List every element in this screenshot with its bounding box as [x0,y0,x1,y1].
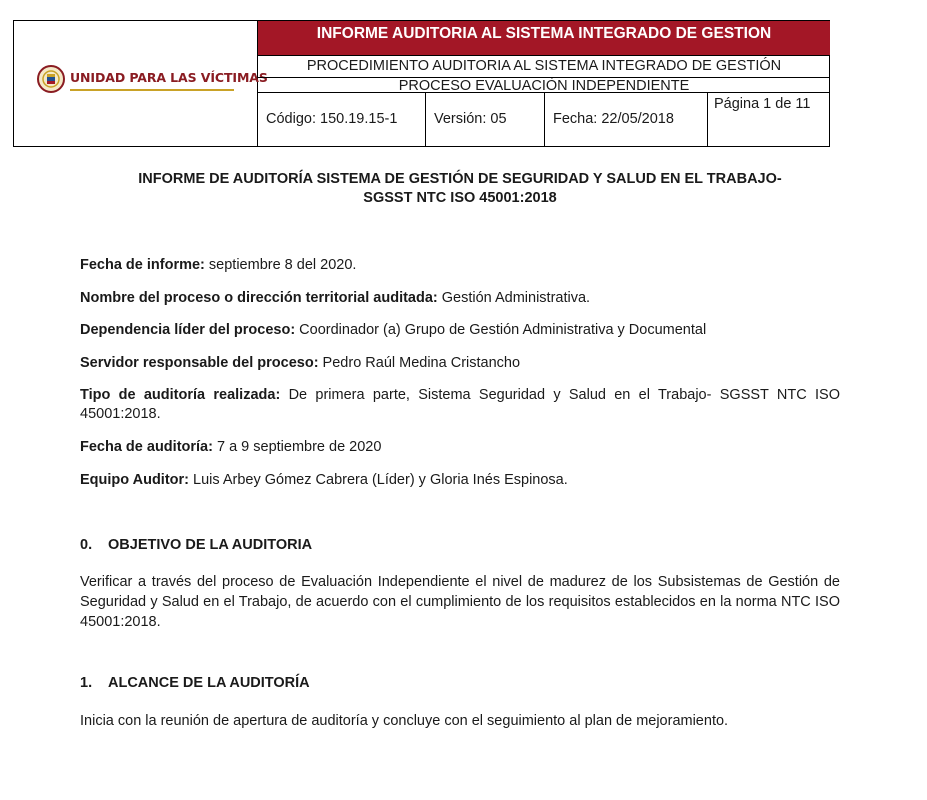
header-title: INFORME AUDITORIA AL SISTEMA INTEGRADO DE GESTION [258,21,830,56]
section-text-objective: Verificar a través del proceso de Evaluación Independiente el nivel de madurez de los Subsistemas de Gestión de Seguridad y Salud en el Trabajo, de acuerdo con el cumplimiento de los requisitos establecidos en la norma NTC ISO 45001:2018. [80,574,840,630]
field-value: De primera parte, Sistema Seguridad y Salud en el Trabajo- SGSST NTC ISO 45001:2018. [80,387,841,422]
field-value: septiembre 8 del 2020. [204,257,357,273]
field-value: 7 a 9 septiembre de 2020 [212,439,382,455]
field-label: Nombre del proceso o dirección territorial auditada: [80,290,438,306]
field-label: Equipo Auditor: [80,472,189,488]
date-value: Fecha: 22/05/2018 [553,111,674,127]
field-label: Fecha de auditoría: [80,439,213,455]
document-title-line2: SGSST NTC ISO 45001:2018 [363,190,557,206]
section-heading-scope [80,675,310,691]
field-value: Gestión Administrativa. [437,290,591,306]
field-label: Fecha de informe: [80,257,205,273]
code-cell [258,93,426,146]
page-number: Página 1 de 11 [714,96,811,112]
section-title: OBJETIVO DE LA AUDITORIA [108,537,313,553]
process-name: PROCESO EVALUACIÒN INDEPENDIENTE [258,78,830,93]
field-value: Coordinador (a) Grupo de Gestión Administrativa y Documental [295,322,707,338]
unidad-victimas-logo [36,59,268,99]
document-title [80,170,840,208]
field-value: Pedro Raúl Medina Cristancho [318,355,521,371]
field-lead-dependency [80,321,840,340]
section-number: 1. [80,675,93,691]
field-process-name [80,289,840,308]
field-label: Servidor responsable del proceso: [80,355,319,371]
field-audit-team [80,471,840,490]
field-value: Luis Arbey Gómez Cabrera (Líder) y Gloria Inés Espinosa. [189,472,568,488]
section-text-scope: Inicia con la reunión de apertura de auditoría y concluye con el seguimiento al plan de mejoramiento. [80,713,729,729]
procedure-name: PROCEDIMIENTO AUDITORIA AL SISTEMA INTEGRADO DE GESTIÓN [258,56,830,78]
document-title-line1: INFORME DE AUDITORÍA SISTEMA DE GESTIÓN DE SEGURIDAD Y SALUD EN EL TRABAJO- [138,171,782,187]
logo-text: UNIDAD PARA LAS VÍCTIMAS [70,70,268,85]
code-value: Código: 150.19.15-1 [266,111,398,127]
version-cell [426,93,545,146]
version-value: Versión: 05 [434,111,507,127]
field-label: Dependencia líder del proceso: [80,322,296,338]
field-responsible-officer [80,354,840,373]
field-audit-date [80,438,840,457]
date-cell [545,93,708,146]
section-heading-objective [80,537,312,553]
field-report-date [80,256,840,275]
section-title: ALCANCE DE LA AUDITORÍA [108,675,310,691]
field-audit-type [80,386,840,424]
page-cell [708,93,830,146]
logo-cell [14,21,268,146]
document-header [13,20,830,147]
logo-underline [70,89,234,91]
field-label: Tipo de auditoría realizada: [80,387,281,403]
section-number: 0. [80,537,93,553]
coat-of-arms-icon [36,59,66,99]
